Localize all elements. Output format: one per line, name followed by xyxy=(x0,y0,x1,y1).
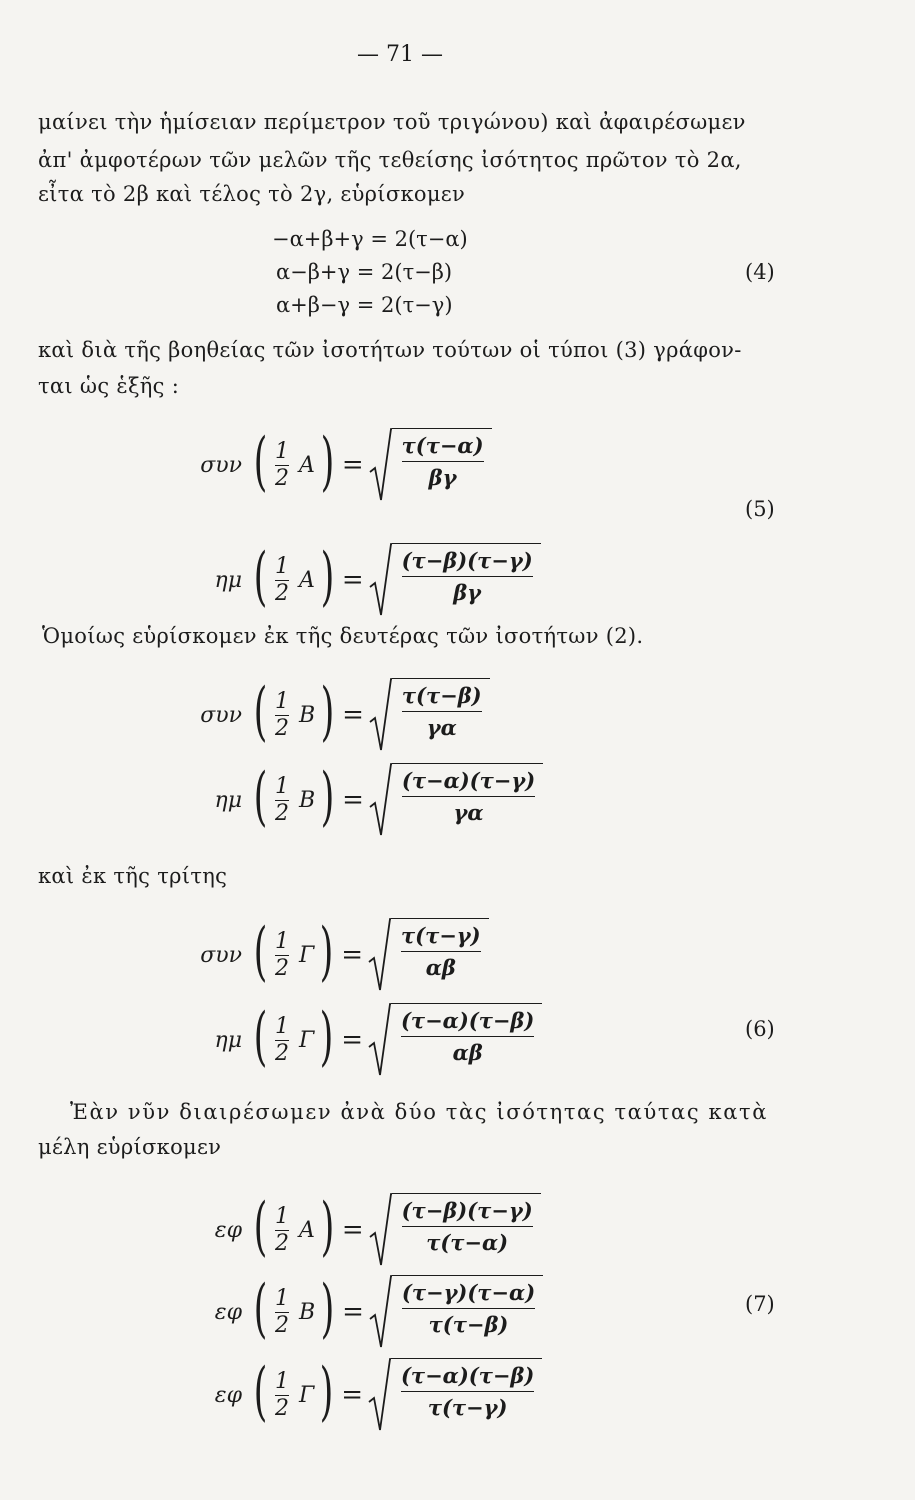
half-fraction xyxy=(275,774,289,826)
radicand-numerator: (τ−α)(τ−γ) xyxy=(401,768,536,793)
function-name: συν xyxy=(200,452,242,478)
angle-label: B xyxy=(298,702,316,728)
fraction-denominator: 2 xyxy=(274,1230,289,1256)
radicand xyxy=(391,1003,542,1079)
fraction-bar xyxy=(402,711,482,712)
fraction-denominator: 2 xyxy=(274,955,289,981)
equals-sign: = xyxy=(342,1297,364,1327)
fraction-bar xyxy=(402,1226,533,1227)
radical-sign-icon xyxy=(367,1001,391,1079)
square-root xyxy=(368,676,490,754)
radicand xyxy=(392,1275,543,1351)
function-name: ημ xyxy=(214,1027,242,1053)
fraction-denominator: 2 xyxy=(274,1312,289,1338)
right-paren: ) xyxy=(320,1190,335,1264)
text-line: μέλη εὑρίσκομεν xyxy=(38,1135,222,1159)
fraction-numerator: 1 xyxy=(274,554,289,580)
left-paren: ( xyxy=(253,1272,268,1346)
half-fraction xyxy=(275,929,289,981)
equation-number: (6) xyxy=(745,1017,775,1041)
half-fraction xyxy=(275,689,289,741)
formula xyxy=(190,415,492,515)
square-root xyxy=(368,1191,541,1269)
angle-label: Γ xyxy=(298,942,315,968)
half-fraction xyxy=(275,554,289,606)
radicand xyxy=(392,428,492,504)
text-line: εἶτα τὸ 2β καὶ τέλος τὸ 2γ, εὑρίσκομεν xyxy=(38,182,466,206)
radical-sign-icon xyxy=(368,426,392,504)
radicand-numerator: (τ−α)(τ−β) xyxy=(401,1008,535,1033)
equation-number: (7) xyxy=(745,1292,775,1316)
square-root xyxy=(368,761,543,839)
radicand-denominator: τ(τ−γ) xyxy=(427,1395,508,1420)
radicand-denominator: γα xyxy=(426,715,457,740)
radical-sign-icon xyxy=(368,761,392,839)
radical-sign-icon xyxy=(368,1273,392,1351)
right-paren: ) xyxy=(319,1000,334,1074)
radicand-denominator: τ(τ−α) xyxy=(426,1230,509,1255)
equals-sign: = xyxy=(341,1215,364,1245)
left-paren: ( xyxy=(253,1000,268,1074)
radicand-numerator: τ(τ−α) xyxy=(401,433,484,458)
equals-sign: = xyxy=(341,1380,363,1410)
fraction-denominator: 2 xyxy=(274,1395,289,1421)
function-name: ημ xyxy=(214,787,242,813)
radicand xyxy=(392,543,541,619)
radicand-denominator: αβ xyxy=(425,955,456,980)
fraction-numerator: 1 xyxy=(274,439,289,465)
radicand-numerator: τ(τ−β) xyxy=(401,683,482,708)
equation-line: −α+β+γ = 2(τ−α) xyxy=(272,227,468,251)
fraction-numerator: 1 xyxy=(274,774,289,800)
fraction-bar xyxy=(401,951,481,952)
function-name: εφ xyxy=(214,1217,242,1243)
radicand xyxy=(392,678,490,754)
equation-line: α+β−γ = 2(τ−γ) xyxy=(276,293,453,317)
right-paren: ) xyxy=(320,760,335,834)
equals-sign: = xyxy=(341,1025,363,1055)
radical-sign-icon xyxy=(368,1191,392,1269)
equation-number: (5) xyxy=(745,497,775,521)
square-root xyxy=(367,1001,542,1079)
fraction-denominator: 2 xyxy=(274,715,289,741)
radicand xyxy=(392,763,543,839)
right-paren: ) xyxy=(320,675,335,749)
text-line: ται ὡς ἑξῆς : xyxy=(38,374,180,398)
function-name: εφ xyxy=(214,1382,242,1408)
text-line: καὶ ἐκ τῆς τρίτης xyxy=(38,864,228,888)
square-root xyxy=(368,1273,543,1351)
left-paren: ( xyxy=(253,915,268,989)
radicand-denominator: βγ xyxy=(428,465,457,490)
fraction-bar xyxy=(401,1391,534,1392)
equals-sign: = xyxy=(341,940,363,970)
half-fraction xyxy=(275,1204,289,1256)
square-root xyxy=(368,426,492,504)
square-root xyxy=(368,541,541,619)
function-name: ημ xyxy=(214,567,242,593)
angle-label: B xyxy=(298,1299,316,1325)
formula xyxy=(190,990,542,1090)
right-paren: ) xyxy=(320,425,335,499)
half-fraction xyxy=(275,1369,289,1421)
right-paren: ) xyxy=(319,1355,334,1429)
radicand-numerator: (τ−β)(τ−γ) xyxy=(401,548,533,573)
fraction-numerator: 1 xyxy=(274,1014,289,1040)
angle-label: Γ xyxy=(298,1027,315,1053)
fraction-bar xyxy=(402,576,533,577)
fraction-bar xyxy=(401,1036,534,1037)
radicand-denominator: βγ xyxy=(453,580,482,605)
left-paren: ( xyxy=(253,1190,268,1264)
radicand-denominator: γα xyxy=(453,800,484,825)
radical-sign-icon xyxy=(368,676,392,754)
equation-line: α−β+γ = 2(τ−β) xyxy=(276,260,453,284)
square-root xyxy=(367,916,489,994)
radicand-numerator: (τ−γ)(τ−α) xyxy=(401,1280,536,1305)
angle-label: A xyxy=(298,567,315,593)
left-paren: ( xyxy=(253,540,268,614)
right-paren: ) xyxy=(319,915,334,989)
fraction-numerator: 1 xyxy=(274,1286,289,1312)
left-paren: ( xyxy=(253,760,268,834)
function-name: συν xyxy=(200,702,242,728)
right-paren: ) xyxy=(320,1272,335,1346)
radicand-numerator: (τ−α)(τ−β) xyxy=(401,1363,535,1388)
fraction-numerator: 1 xyxy=(274,1204,289,1230)
angle-label: A xyxy=(298,452,315,478)
fraction-bar xyxy=(402,461,484,462)
equation-number: (4) xyxy=(745,260,775,284)
equals-sign: = xyxy=(341,565,364,595)
text-line: μαίνει τὴν ἡμίσειαν περίμετρον τοῦ τριγώνου) καὶ ἀφαιρέσωμεν xyxy=(38,110,746,134)
text-line: καὶ διὰ τῆς βοηθείας τῶν ἰσοτήτων τούτων οἱ τύποι (3) γράφον- xyxy=(38,338,742,362)
radicand xyxy=(391,1358,542,1434)
formula xyxy=(190,530,541,630)
fraction-numerator: 1 xyxy=(274,929,289,955)
fraction-bar xyxy=(402,1308,535,1309)
half-fraction xyxy=(275,439,289,491)
radical-sign-icon xyxy=(367,1356,391,1434)
text-line: Ὁμοίως εὑρίσκομεν ἐκ τῆς δευτέρας τῶν ἰσοτήτων (2). xyxy=(42,624,644,648)
radicand xyxy=(391,918,489,994)
formula xyxy=(190,1345,542,1445)
radical-sign-icon xyxy=(367,916,391,994)
function-name: εφ xyxy=(214,1299,242,1325)
radicand-numerator: (τ−β)(τ−γ) xyxy=(401,1198,533,1223)
left-paren: ( xyxy=(253,425,268,499)
text-line: ἀπ' ἀμφοτέρων τῶν μελῶν τῆς τεθείσης ἰσότητος πρῶτον τὸ 2α, xyxy=(38,148,742,172)
formula xyxy=(190,750,543,850)
square-root xyxy=(367,1356,542,1434)
equals-sign: = xyxy=(342,700,364,730)
radicand-denominator: αβ xyxy=(452,1040,483,1065)
angle-label: B xyxy=(298,787,316,813)
fraction-bar xyxy=(402,796,535,797)
equals-sign: = xyxy=(341,450,364,480)
radicand xyxy=(392,1193,541,1269)
radicand-numerator: τ(τ−γ) xyxy=(401,923,481,948)
fraction-numerator: 1 xyxy=(274,689,289,715)
radicand-denominator: τ(τ−β) xyxy=(428,1312,509,1337)
right-paren: ) xyxy=(320,540,335,614)
fraction-denominator: 2 xyxy=(274,465,289,491)
text-line: Ἐὰν νῦν διαιρέσωμεν ἀνὰ δύο τὰς ἰσότητας ταύτας κατὰ xyxy=(70,1100,768,1124)
left-paren: ( xyxy=(253,675,268,749)
radical-sign-icon xyxy=(368,541,392,619)
half-fraction xyxy=(275,1014,289,1066)
fraction-denominator: 2 xyxy=(274,1040,289,1066)
fraction-denominator: 2 xyxy=(274,800,289,826)
fraction-denominator: 2 xyxy=(274,580,289,606)
half-fraction xyxy=(275,1286,289,1338)
left-paren: ( xyxy=(253,1355,268,1429)
equals-sign: = xyxy=(342,785,364,815)
angle-label: Γ xyxy=(298,1382,315,1408)
function-name: συν xyxy=(200,942,242,968)
angle-label: A xyxy=(298,1217,315,1243)
fraction-numerator: 1 xyxy=(274,1369,289,1395)
page-number: — 71 — xyxy=(357,42,443,67)
